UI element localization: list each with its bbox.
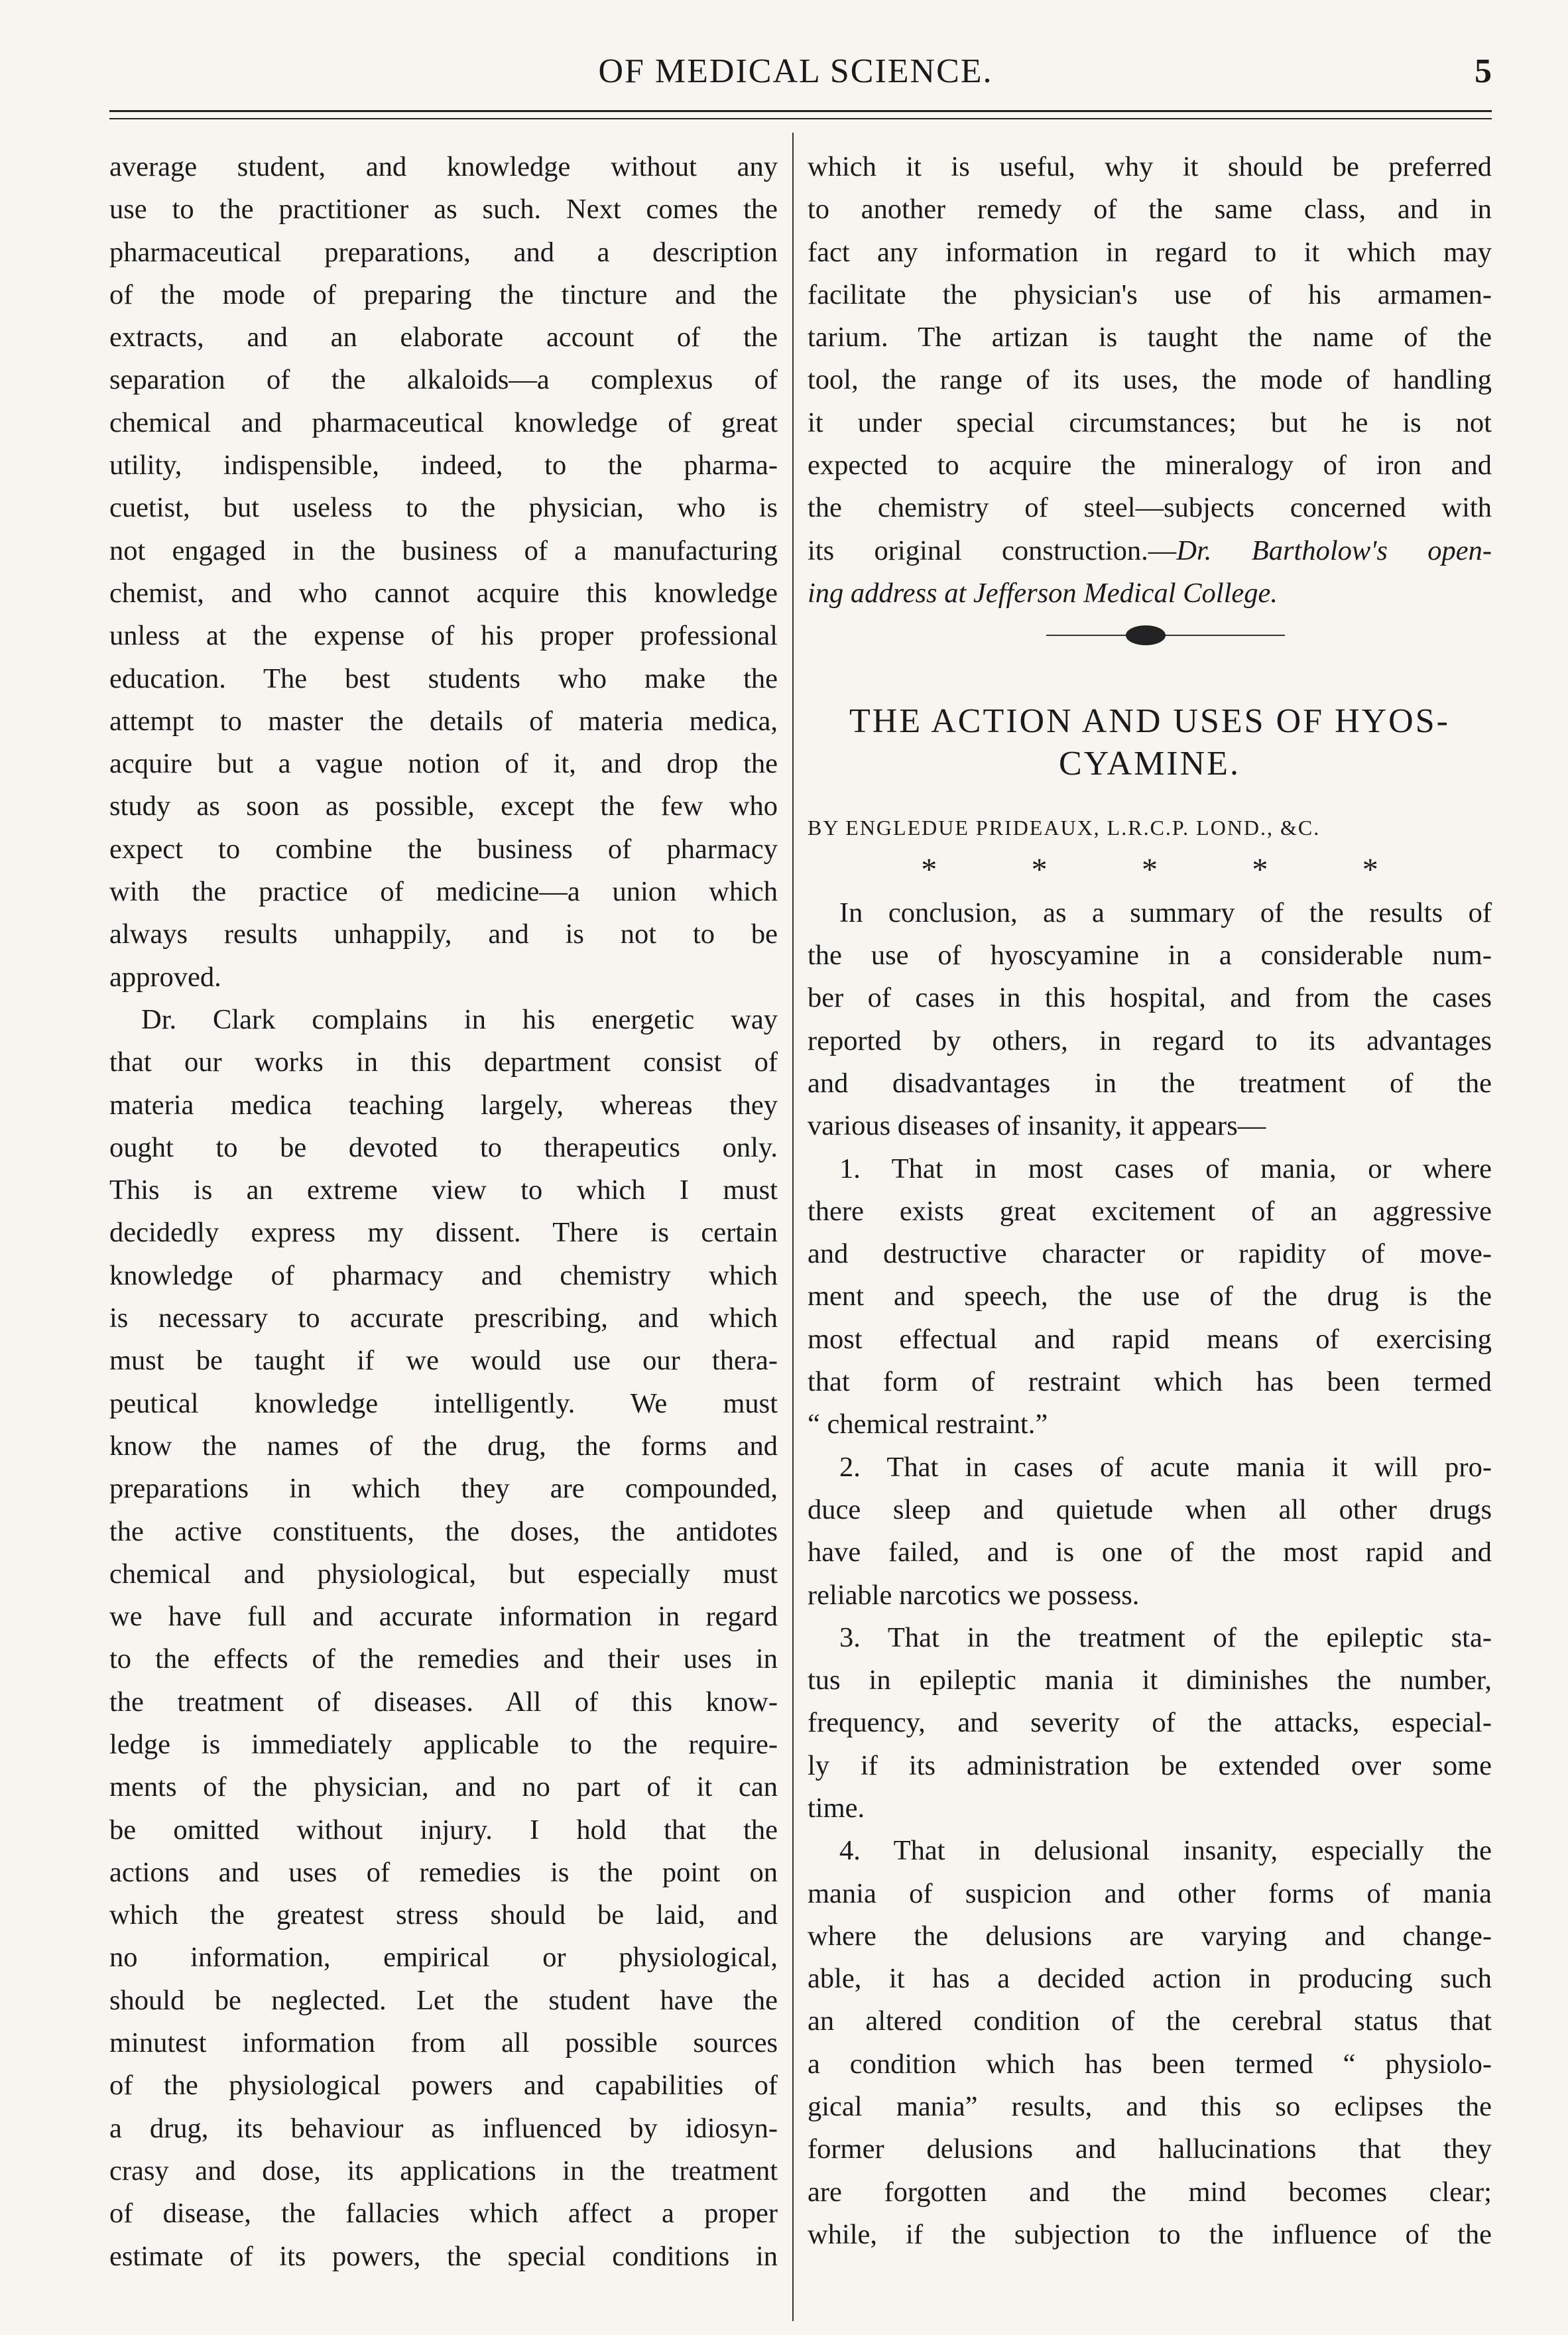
text-line: “ chemical restraint.” [808, 1409, 1048, 1440]
paragraph-continuation [109, 146, 778, 999]
text-line: that our works in this department consist of [109, 1046, 778, 1078]
text-line [808, 530, 1492, 572]
text-line: where the delusions are varying and change- [808, 1920, 1492, 1952]
text-line: should be neglected. Let the student have the [109, 1984, 778, 2016]
text-line: actions and uses of remedies is the point on [109, 1856, 778, 1888]
text-line: must be taught if we would use our thera- [109, 1345, 778, 1377]
text-line: of disease, the fallacies which affect a proper [109, 2198, 778, 2230]
text-line: acquire but a vague notion of it, and drop the [109, 748, 778, 780]
text-line: be omitted without injury. I hold that the [109, 1814, 778, 1846]
text-line: unless at the expense of his proper professional [109, 620, 778, 652]
byline: BY ENGLEDUE PRIDEAUX, L.R.C.P. LOND., &C. [808, 816, 1321, 840]
text-line: extracts, and an elaborate account of the [109, 322, 778, 353]
text-line: pharmaceutical preparations, and a description [109, 236, 778, 268]
text-line: always results unhappily, and is not to be [109, 918, 778, 950]
text-line: In conclusion, as a summary of the results of [839, 897, 1492, 928]
text-line: know the names of the drug, the forms and [109, 1430, 778, 1462]
text-line: 3. That in the treatment of the epileptic sta- [839, 1621, 1492, 1653]
text-line: ber of cases in this hospital, and from the cases [808, 982, 1492, 1014]
text-line: education. The best students who make the [109, 663, 778, 694]
text-line: expect to combine the business of pharmacy [109, 833, 778, 865]
article-title-line: THE ACTION AND USES OF HYOS- [849, 702, 1450, 740]
numbered-item-3 [808, 1617, 1492, 1830]
text-line: and destructive character or rapidity of move- [808, 1238, 1492, 1270]
citation: Dr. Bartholow's open- [1176, 535, 1492, 566]
column-divider [792, 133, 794, 2321]
text-line: to another remedy of the same class, and in [808, 194, 1492, 225]
text-line: mania of suspicion and other forms of mania [808, 1877, 1492, 1909]
text-line: ment and speech, the use of the drug is the [808, 1281, 1492, 1312]
text-line: with the practice of medicine—a union which [109, 876, 778, 908]
text-line: of the physiological powers and capabilities of [109, 2070, 778, 2102]
page-header [99, 52, 1492, 105]
text-line: separation of the alkaloids—a complexus of [109, 364, 778, 396]
paragraph-intro [808, 892, 1492, 1148]
text-line: 2. That in cases of acute mania it will pro- [839, 1451, 1492, 1483]
text-line: it under special circumstances; but he is not [808, 407, 1492, 438]
article-title [808, 700, 1492, 786]
ellipsis-stars [808, 849, 1492, 891]
text-line: study as soon as possible, except the few who [109, 790, 778, 822]
text-line: peutical knowledge intelligently. We must [109, 1387, 778, 1419]
text-line: not engaged in the business of a manufacturing [109, 535, 778, 566]
text-line: attempt to master the details of materia medica, [109, 705, 778, 737]
text-line: ly if its administration be extended over some [808, 1749, 1492, 1781]
star: * [1252, 852, 1268, 888]
text-line: the chemistry of steel—subjects concerned with [808, 492, 1492, 524]
text-line: chemical and physiological, but especially must [109, 1558, 778, 1590]
article-title-line: CYAMINE. [1059, 744, 1240, 783]
text-line: crasy and dose, its applications in the treatment [109, 2155, 778, 2186]
citation: ing address at Jefferson Medical College. [808, 577, 1278, 609]
star: * [921, 852, 937, 888]
text-line: reported by others, in regard to its advantages [808, 1025, 1492, 1056]
text-line: the active constituents, the doses, the antidotes [109, 1515, 778, 1547]
text-line: preparations in which they are compounded, [109, 1473, 778, 1505]
text-line: use to the practitioner as such. Next comes the [109, 194, 778, 225]
text-line: average student, and knowledge without any [109, 151, 778, 182]
text-line: fact any information in regard to it which may [808, 236, 1492, 268]
text-line: ments of the physician, and no part of it can [109, 1771, 778, 1803]
text-line: tarium. The artizan is taught the name of the [808, 322, 1492, 353]
text-line: no information, empirical or physiological, [109, 1942, 778, 1974]
text-line: and disadvantages in the treatment of the [808, 1067, 1492, 1099]
section-ornament [808, 615, 1492, 657]
text-fragment: its original construction.— [808, 535, 1177, 566]
text-line: ledge is immediately applicable to the require- [109, 1728, 778, 1760]
text-line: facilitate the physician's use of his armamen- [808, 279, 1492, 310]
text-line: is necessary to accurate prescribing, and which [109, 1302, 778, 1334]
text-line: most effectual and rapid means of exercising [808, 1323, 1492, 1355]
text-line: which it is useful, why it should be preferred [808, 151, 1492, 182]
text-line: a drug, its behaviour as influenced by idiosyn- [109, 2112, 778, 2144]
text-line: This is an extreme view to which I must [109, 1174, 778, 1206]
text-line: various diseases of insanity, it appears— [808, 1110, 1266, 1142]
text-line: minutest information from all possible sources [109, 2027, 778, 2059]
left-column [109, 146, 778, 2278]
right-column [808, 146, 1492, 2256]
text-line: duce sleep and quietude when all other drugs [808, 1493, 1492, 1525]
text-line: frequency, and severity of the attacks, especial- [808, 1707, 1492, 1739]
text-line: the use of hyoscyamine in a considerable num- [808, 940, 1492, 972]
text-line: reliable narcotics we possess. [808, 1579, 1140, 1611]
text-line: to the effects of the remedies and their uses in [109, 1643, 778, 1675]
text-line: decidedly express my dissent. There is certain [109, 1217, 778, 1249]
text-line: we have full and accurate information in regard [109, 1601, 778, 1633]
text-line: there exists great excitement of an aggressive [808, 1195, 1492, 1227]
text-line: that form of restraint which has been termed [808, 1366, 1492, 1398]
star: * [1141, 852, 1158, 888]
text-line: expected to acquire the mineralogy of iron and [808, 450, 1492, 481]
ornament-dot [1126, 625, 1166, 645]
text-line: 4. That in delusional insanity, especially the [839, 1835, 1492, 1867]
paragraph-continuation [808, 146, 1492, 615]
text-line: which the greatest stress should be laid, and [109, 1899, 778, 1931]
text-line: chemical and pharmaceutical knowledge of great [109, 407, 778, 438]
text-line: have failed, and is one of the most rapid and [808, 1537, 1492, 1568]
text-line: former delusions and hallucinations that they [808, 2133, 1492, 2165]
text-line: tus in epileptic mania it diminishes the number, [808, 1665, 1492, 1696]
text-line: of the mode of preparing the tincture and the [109, 279, 778, 310]
text-line: able, it has a decided action in producing such [808, 1963, 1492, 1995]
numbered-item-1 [808, 1148, 1492, 1446]
star: * [1362, 852, 1378, 888]
text-line: are forgotten and the mind becomes clear; [808, 2176, 1492, 2208]
header-rule-thin [109, 118, 1492, 119]
text-line: tool, the range of its uses, the mode of handling [808, 364, 1492, 396]
text-line: chemist, and who cannot acquire this knowledge [109, 577, 778, 609]
text-line: estimate of its powers, the special conditions in [109, 2240, 778, 2272]
text-line: knowledge of pharmacy and chemistry which [109, 1259, 778, 1291]
text-line: Dr. Clark complains in his energetic way [141, 1003, 778, 1035]
text-line: a condition which has been termed “ physiolo- [808, 2048, 1492, 2080]
text-line: the treatment of diseases. All of this know- [109, 1686, 778, 1718]
header-rule-thick [109, 110, 1492, 112]
numbered-item-2 [808, 1446, 1492, 1617]
text-line: time. [808, 1792, 865, 1824]
text-line: gical mania” results, and this so eclipses the [808, 2091, 1492, 2123]
text-line: ought to be devoted to therapeutics only. [109, 1131, 778, 1163]
text-line: cuetist, but useless to the physician, who is [109, 492, 778, 524]
numbered-item-4 [808, 1830, 1492, 2256]
running-head: OF MEDICAL SCIENCE. [598, 52, 993, 90]
text-line: utility, indispensible, indeed, to the pharma- [109, 450, 778, 481]
text-line: approved. [109, 961, 221, 993]
text-line: 1. That in most cases of mania, or where [839, 1153, 1492, 1184]
text-line: an altered condition of the cerebral status that [808, 2005, 1492, 2037]
paragraph-clark [109, 999, 778, 2278]
star: * [1031, 852, 1048, 888]
text-line: materia medica teaching largely, whereas they [109, 1089, 778, 1121]
text-line: while, if the subjection to the influence of the [808, 2218, 1492, 2250]
page-number: 5 [1475, 52, 1492, 90]
